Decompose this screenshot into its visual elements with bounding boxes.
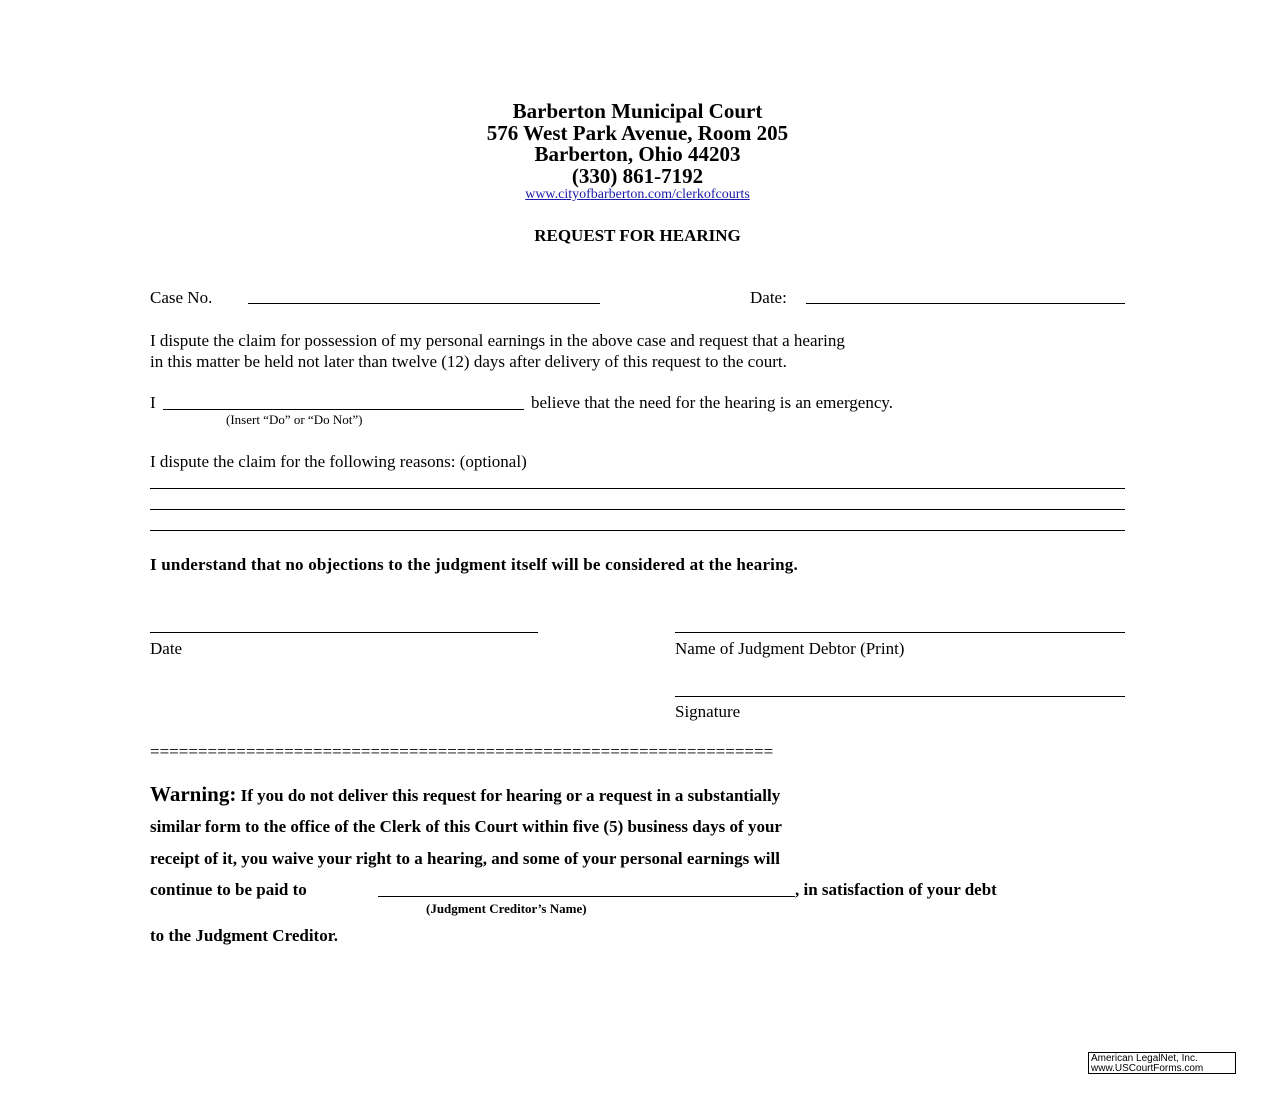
date-field[interactable] xyxy=(806,303,1125,304)
court-name: Barberton Municipal Court xyxy=(512,99,763,123)
signature-label: Signature xyxy=(675,702,741,721)
warning-text-line1: If you do not deliver this request for hearing or a request in a substantially xyxy=(240,786,781,805)
signature-field[interactable] xyxy=(675,696,1125,697)
reasons-line-2[interactable] xyxy=(150,509,1125,510)
date-label: Date: xyxy=(750,288,787,307)
signature-date-field[interactable] xyxy=(150,632,538,633)
dispute-text-line1: I dispute the claim for possession of my personal earnings in the above case and request that a hearing xyxy=(150,331,845,350)
reasons-label: I dispute the claim for the following reasons: (optional) xyxy=(150,452,527,471)
emergency-suffix: believe that the need for the hearing is an emergency. xyxy=(531,393,894,412)
case-no-field[interactable] xyxy=(248,303,600,304)
reasons-line-3[interactable] xyxy=(150,530,1125,531)
emergency-prefix: I xyxy=(150,393,156,412)
form-title: REQUEST FOR HEARING xyxy=(534,226,741,245)
court-website-link[interactable]: www.cityofbarberton.com/clerkofcourts xyxy=(525,187,750,202)
reasons-line-1[interactable] xyxy=(150,488,1125,489)
debtor-name-field[interactable] xyxy=(675,632,1125,633)
court-phone: (330) 861-7192 xyxy=(571,164,704,188)
understand-statement: I understand that no objections to the judgment itself will be considered at the hearing. xyxy=(150,555,798,574)
publisher-company: American LegalNet, Inc. xyxy=(1091,1053,1198,1064)
case-no-label: Case No. xyxy=(150,288,213,307)
warning-text-line3: receipt of it, you waive your right to a hearing, and some of your personal earnings will xyxy=(150,849,780,868)
court-address: 576 West Park Avenue, Room 205 xyxy=(486,121,789,145)
publisher-stamp xyxy=(1088,1052,1236,1074)
warning-line4-suffix: , in satisfaction of your debt xyxy=(795,880,997,899)
creditor-name-field[interactable] xyxy=(378,896,795,897)
dispute-text-line2: in this matter be held not later than twelve (12) days after delivery of this request to the court. xyxy=(150,352,787,371)
court-city: Barberton, Ohio 44203 xyxy=(534,142,741,166)
separator-line: ================================================================= xyxy=(150,742,774,761)
warning-line1 xyxy=(150,782,780,807)
emergency-field[interactable] xyxy=(163,409,524,410)
warning-text-line5: to the Judgment Creditor. xyxy=(150,926,338,945)
emergency-hint: (Insert “Do” or “Do Not”) xyxy=(226,412,363,427)
warning-text-line2: similar form to the office of the Clerk of this Court within five (5) business days of your xyxy=(150,817,782,836)
warning-line4-prefix: continue to be paid to xyxy=(150,880,307,899)
signature-date-label: Date xyxy=(150,639,183,658)
creditor-name-hint: (Judgment Creditor’s Name) xyxy=(426,901,587,916)
debtor-name-label: Name of Judgment Debtor (Print) xyxy=(675,639,905,658)
publisher-site[interactable]: www.USCourtForms.com xyxy=(1091,1063,1204,1074)
warning-label: Warning: xyxy=(150,782,237,806)
